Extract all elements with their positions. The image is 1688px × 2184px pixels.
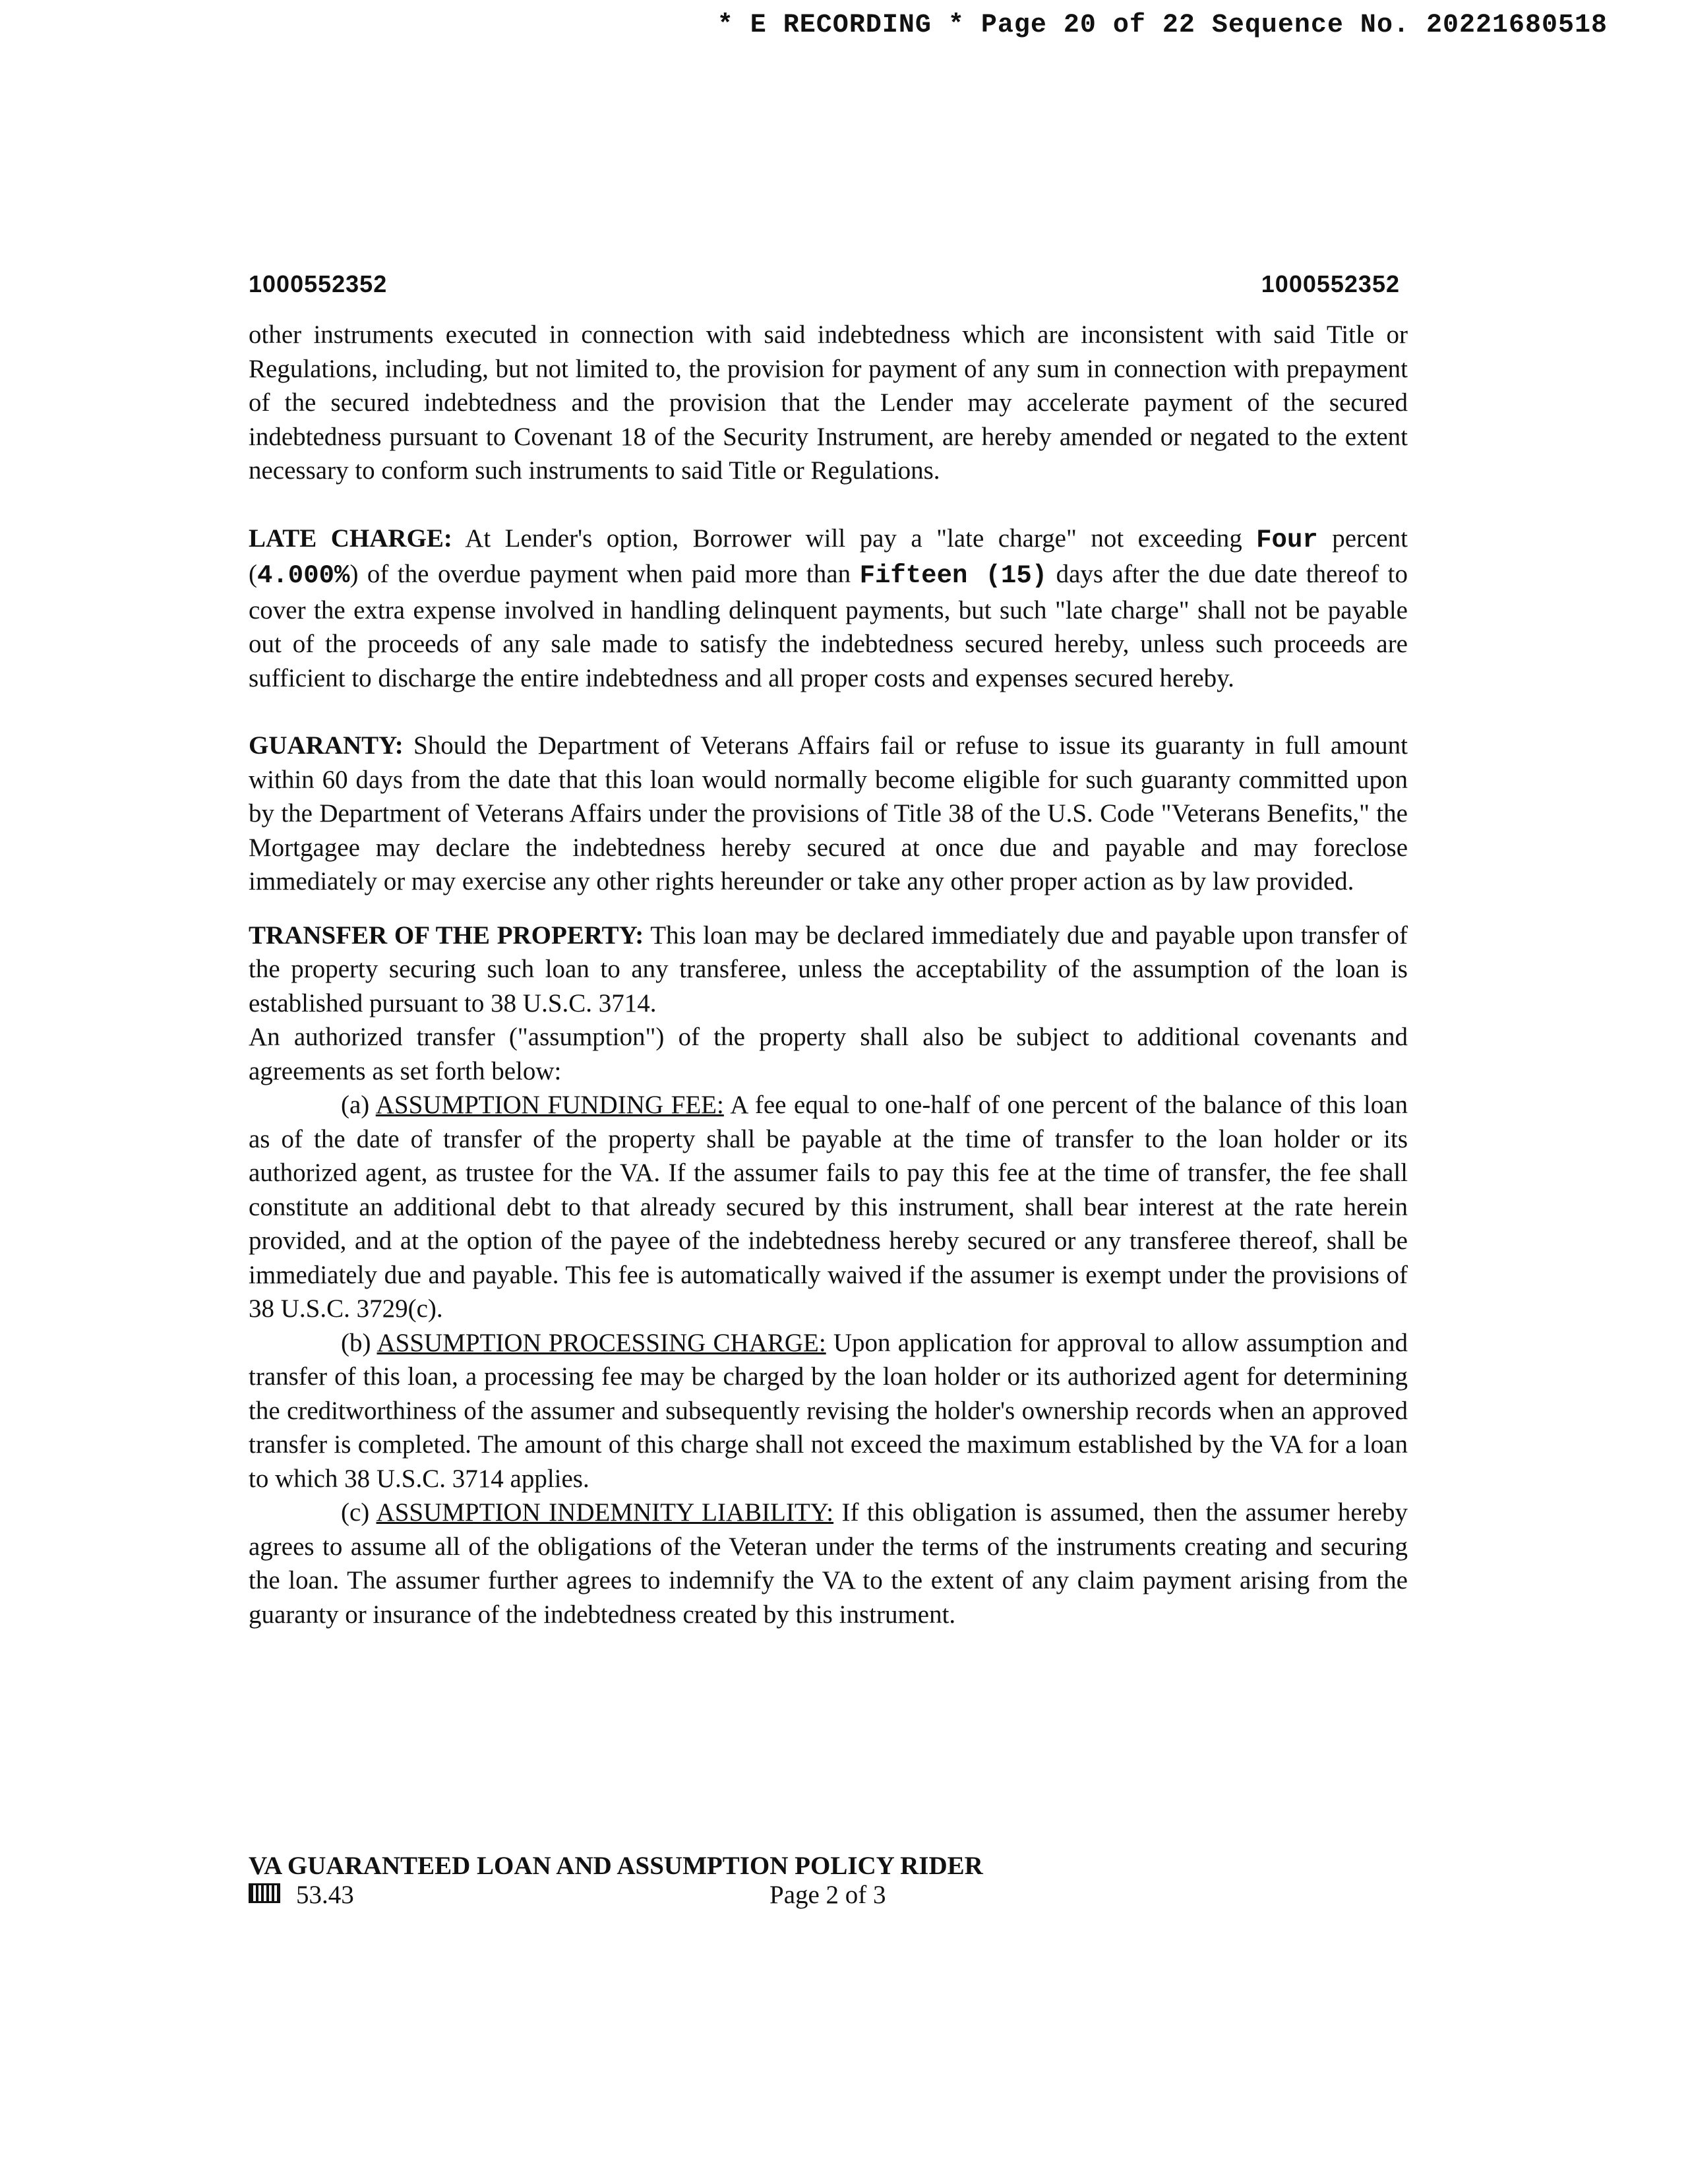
document-footer: [249, 1852, 1408, 1911]
item-a-title: ASSUMPTION FUNDING FEE:: [375, 1091, 724, 1119]
assumption-item-a: [249, 1088, 1408, 1326]
item-c-text: If this obligation is assumed, then the assumer hereby agrees to assume all of the obligations of the Veteran under the terms of the instruments creating and securing the loan. The assumer further agrees to indemnify the VA to the extent of any claim payment arising from the guaranty or insurance of the indebtedness created by this instrument.: [249, 1498, 1408, 1629]
item-a-text: A fee equal to one-half of one percent of the balance of this loan as of the date of transfer of the property shall be payable at the time of transfer to the loan holder or its authorized agent, as trustee for the VA. If the assumer fails to pay this fee at the time of transfer, the fee shall constitute an additional debt to that already secured by this instrument, shall bear interest at the rate herein provided, and at the option of the payee of the indebtedness hereby secured or any transferee thereof, shall be immediately due and payable. This fee is automatically waived if the assumer is exempt under the provisions of 38 U.S.C. 3729(c).: [249, 1091, 1408, 1323]
transfer-paragraph: [249, 919, 1408, 1021]
item-c-title: ASSUMPTION INDEMNITY LIABILITY:: [376, 1498, 834, 1527]
guaranty-text: Should the Department of Veterans Affairs fail or refuse to issue its guaranty in full amount within 60 days from the date that this loan would normally become eligible for such guaranty committed upon by the Department of Veterans Affairs under the provisions of Title 38 of the U.S. Code "Veterans Benefits," the Mortgagee may declare the indebtedness hereby secured at once due and payable and may foreclose immediately or may exercise any other rights hereunder or take any other proper action as by law provided.: [249, 731, 1408, 895]
late-charge-days-words: Fifteen (15): [859, 561, 1048, 590]
item-c-prefix: (c): [341, 1498, 377, 1527]
item-b-prefix: (b): [341, 1328, 377, 1357]
continuation-paragraph: other instruments executed in connection with said indebtedness which are inconsistent with said Title or Regulations, including, but not limited to, the provision for payment of any sum in connection with prepayment of the secured indebtedness and the provision that the Lender may accelerate payment of the secured indebtedness pursuant to Covenant 18 of the Security Instrument, are hereby amended or negated to the extent necessary to conform such instruments to said Title or Regulations.: [249, 320, 1408, 485]
guaranty-heading: GUARANTY:: [249, 731, 404, 760]
assumption-item-b: [249, 1326, 1408, 1496]
footer-title: VA GUARANTEED LOAN AND ASSUMPTION POLICY RIDER: [249, 1852, 983, 1880]
form-number: 53.43: [296, 1881, 354, 1909]
late-charge-text-4: days after the due date thereof to cover the extra expense involved in handling delinquent payments, but such "late charge" shall not be payable out of the proceeds of any sale made to satisfy the indebtedness secured hereby, unless such proceeds are sufficient to discharge the entire indebtedness and all proper costs and expenses secured hereby.: [249, 560, 1408, 692]
late-charge-percent-words: Four: [1256, 525, 1318, 555]
transfer-text: This loan may be declared immediately due and payable upon transfer of the property securing such loan to any transferee, unless the acceptability of the assumption of the loan is established pursuant to 38 U.S.C. 3714.: [249, 921, 1408, 1017]
document-body: [249, 318, 1408, 1631]
assumption-item-c: [249, 1496, 1408, 1631]
footer-row: [249, 1881, 1408, 1911]
late-charge-percent-value: 4.000%: [257, 561, 350, 590]
late-charge-text-2: percent (: [249, 524, 1408, 588]
loan-number-left: 1000552352: [249, 270, 388, 297]
late-charge-heading: LATE CHARGE:: [249, 524, 452, 553]
transfer-heading: TRANSFER OF THE PROPERTY:: [249, 921, 644, 950]
loan-number-right: 1000552352: [1261, 270, 1400, 297]
late-charge-paragraph: [249, 522, 1408, 696]
recording-header: * E RECORDING * Page 20 of 22 Sequence No. 20221680518: [717, 11, 1608, 40]
item-a-prefix: (a): [341, 1091, 376, 1119]
authorized-transfer-paragraph: An authorized transfer ("assumption") of the property shall also be subject to additional covenants and agreements as set forth below:: [249, 1023, 1408, 1085]
late-charge-text-1: At Lender's option, Borrower will pay a "late charge" not exceeding: [452, 524, 1257, 553]
guaranty-paragraph: [249, 729, 1408, 899]
item-b-text: Upon application for approval to allow assumption and transfer of this loan, a processing fee may be charged by the loan holder or its authorized agent for determining the creditworthiness of the assumer and subsequently revising the holder's ownership records when an approved transfer is completed. The amount of this charge shall not exceed the maximum established by the VA for a loan to which 38 U.S.C. 3714 applies.: [249, 1328, 1408, 1493]
form-logo-icon: [249, 1883, 280, 1903]
item-b-title: ASSUMPTION PROCESSING CHARGE:: [377, 1328, 826, 1357]
late-charge-text-3: ) of the overdue payment when paid more than: [349, 560, 860, 588]
page-indicator: Page 2 of 3: [769, 1881, 886, 1909]
